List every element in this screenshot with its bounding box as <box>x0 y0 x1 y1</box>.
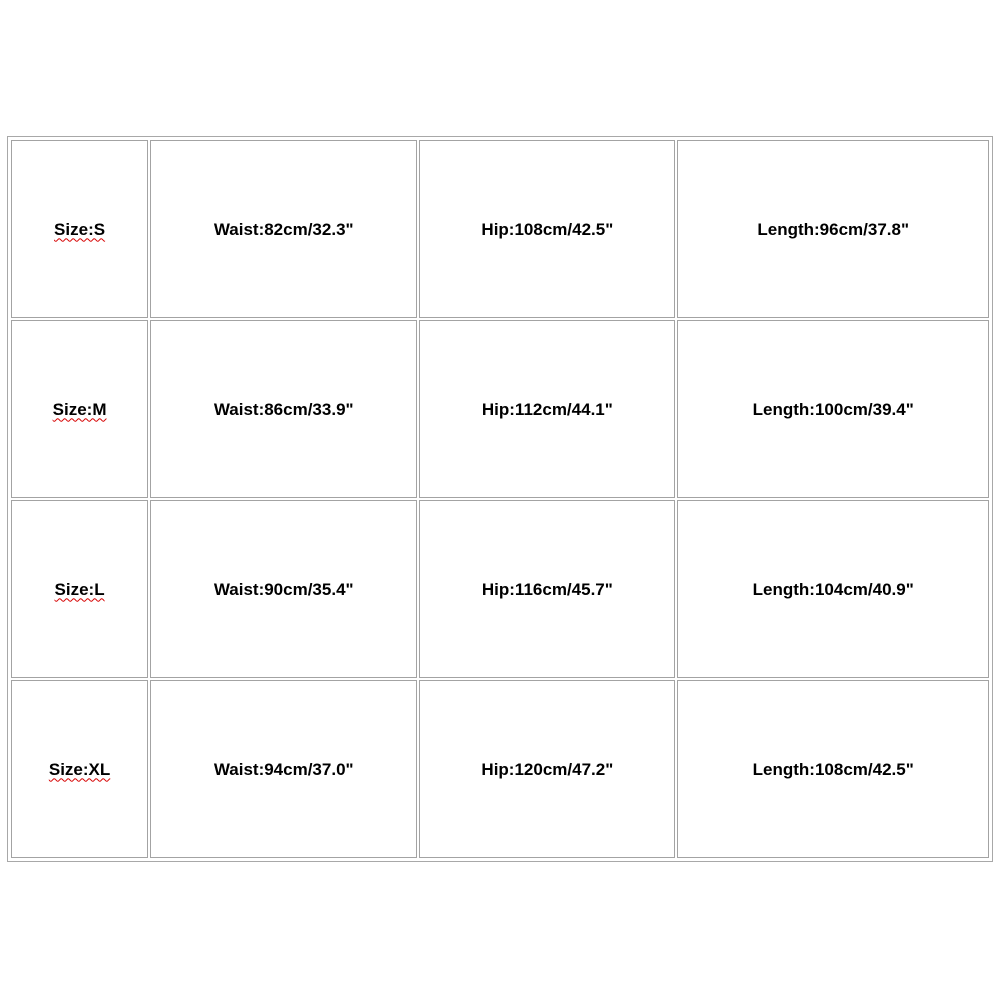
size-label: Size:S <box>54 219 106 239</box>
size-chart <box>7 136 993 862</box>
size-cell <box>11 500 148 678</box>
table-row <box>11 320 989 498</box>
size-cell <box>11 680 148 858</box>
hip-cell: Hip:108cm/42.5" <box>419 140 675 318</box>
hip-cell: Hip:112cm/44.1" <box>419 320 675 498</box>
length-cell: Length:96cm/37.8" <box>677 140 989 318</box>
waist-cell: Waist:90cm/35.4" <box>150 500 417 678</box>
size-chart-table <box>9 138 991 860</box>
waist-cell: Waist:94cm/37.0" <box>150 680 417 858</box>
hip-cell: Hip:116cm/45.7" <box>419 500 675 678</box>
length-cell: Length:100cm/39.4" <box>677 320 989 498</box>
size-cell <box>11 140 148 318</box>
size-label: Size:M <box>52 399 107 419</box>
table-row <box>11 140 989 318</box>
waist-cell: Waist:86cm/33.9" <box>150 320 417 498</box>
waist-cell: Waist:82cm/32.3" <box>150 140 417 318</box>
table-row <box>11 500 989 678</box>
length-cell: Length:104cm/40.9" <box>677 500 989 678</box>
size-cell <box>11 320 148 498</box>
hip-cell: Hip:120cm/47.2" <box>419 680 675 858</box>
size-label: Size:XL <box>48 759 111 779</box>
table-row <box>11 680 989 858</box>
length-cell: Length:108cm/42.5" <box>677 680 989 858</box>
size-label: Size:L <box>54 579 105 599</box>
